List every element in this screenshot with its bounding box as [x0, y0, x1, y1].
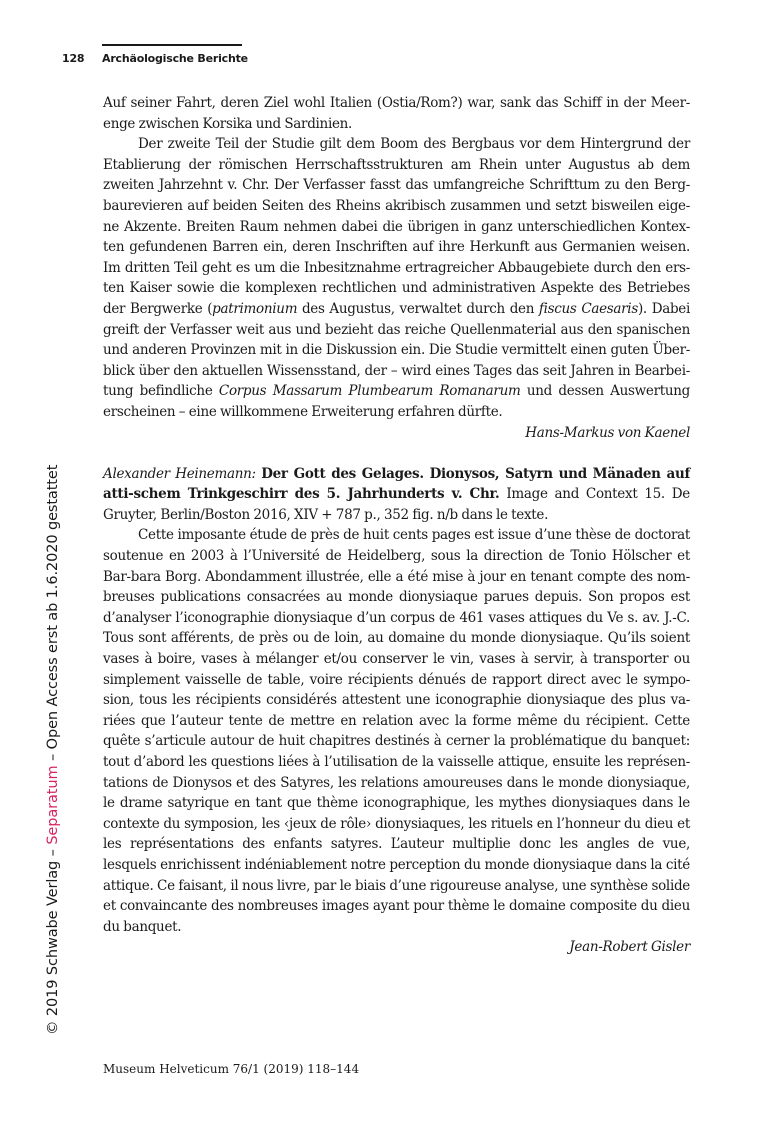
footer-citation: Museum Helveticum 76/1 (2019) 118–144 — [103, 1062, 360, 1076]
running-head — [62, 52, 248, 65]
review1-text-c: ). Dabei greift der Verfasser weit aus und bezieht das reiche Quellenmaterial aus den spanischen und anderen Provinzen mit in die Diskussion ein. Die Studie vermittelt einen guten Über-blick über den aktuellen Wissensstand, der – wird eines Tages das seit Jahren in Bearbei-tung befindliche — [103, 300, 691, 400]
section-title: Archäologische Berichte — [102, 52, 248, 65]
section-gap — [103, 443, 690, 464]
sidebar-separatum: Separatum — [45, 765, 61, 845]
sidebar-text-before: © 2019 Schwabe Verlag – — [45, 844, 61, 1035]
review1-signature: Hans-Markus von Kaenel — [525, 424, 690, 441]
review2-body: Cette imposante étude de près de huit cents pages est issue d’une thèse de doctorat soutenue en 2003 à l’Université de Heidelberg, sous la direction de Tonio Hölscher et Bar-bara Borg. Abondamment illustrée, elle a été mise à jour en tenant compte des nom-breuses publications consacrées au monde dionysiaque parues depuis. Son propos est d’analyser l’iconographie dionysiaque d’un corpus de 461 vases attiques du Ve s. av. J.-C. Tous sont afférents, de près ou de loin, au domaine du monde dionysiaque. Qu’ils soient vases à boire, vases à mélanger et/ou conserver le vin, vases à servir, à transporter ou simplement vaisselle de table, voire récipients dénués de rapport direct avec le sympo-sion, tous les récipients considérés attestent une iconographie dionysiaque des plus va-riées que l’auteur tente de mettre en relation avec la forme même du récipient. Cette quête s’articule autour de huit chapitres destinés à cerner la problématique du banquet: tout d’abord les questions liées à l’utilisation de la vaisselle attique, ensuite les représen-tations de Dionysos et des Satyres, les relations amoureuses dans le monde dionysiaque, le drame satyrique en tant que thème iconographique, les mythes dionysiaques dans le contexte du symposion, les ‹jeux de rôle› dionysiaques, les rituels en l’honneur du dieu et les représentations des enfants satyres. L’auteur multiplie donc les angles de vue, lesquels enrichissent indéniablement notre perception du monde dionysiaque dans la cité attique. Ce faisant, il nous livre, par le biais d’une rigoureuse analyse, une synthèse solide et convaincante des nombreuses images ayant pour thème le domaine composite du dieu du banquet. — [103, 527, 690, 935]
header-rule — [102, 44, 242, 46]
review1-term-corpus: Corpus Massarum Plumbearum Romanarum — [218, 383, 521, 400]
review2-citation — [103, 464, 690, 526]
review1-text-a: Der zweite Teil der Studie gilt dem Boom des Bergbaus vor dem Hintergrund der Etablierung der römischen Herrschaftsstrukturen am Rhein unter Augustus ab dem zweiten Jahrzehnt v. Chr. Der Verfasser fasst das umfangreiche Schrifttum zu den Berg-baurevieren auf beiden Seiten des Rheins akribisch zusammen und setzt bisweilen eige-ne Akzente. Breiten Raum nehmen dabei die übrigen in ganz unterschiedlichen Kontex-ten gefundenen Barren ein, deren Inschriften auf ihre Herkunft aus Germanien weisen. Im dritten Teil geht es um die Inbesitznahme ertragreicher Abbaugebiete durch den ers-ten Kaiser sowie die komplexen rechtlichen und administrativen Aspekte des Betriebes der Bergwerke ( — [103, 136, 690, 317]
review1-text-b: des Augustus, verwaltet durch den — [297, 300, 539, 317]
review2-title: Der Gott des Gelages. Dionysos, Satyrn und Mänaden auf atti-schem Trinkgeschirr des 5. Jahrhunderts v. Chr. — [103, 465, 690, 503]
review1-paragraph-1: Auf seiner Fahrt, deren Ziel wohl Italien (Ostia/Rom?) war, sank das Schiff in der Meer-enge zwischen Korsika und Sardinien. — [103, 95, 690, 132]
review2-publication: Image and Context 15. De Gruyter, Berlin/Boston 2016, XIV + 787 p., 352 fig. n/b dans le texte. — [103, 486, 690, 523]
sidebar-text-after: – Open Access erst ab 1.6.2020 gestattet — [45, 464, 61, 766]
review1-term-patrimonium: patrimonium — [212, 300, 298, 317]
copyright-sidebar — [46, 465, 61, 1035]
review1-text-d: und dessen Auswertung erscheinen – eine willkommene Erweiterung erfahren dürfte. — [103, 383, 690, 420]
article-body — [103, 93, 690, 958]
review1-paragraph-2 — [103, 134, 690, 422]
review1-term-fiscus: fiscus Caesaris — [538, 300, 638, 317]
review2-author: Alexander Heinemann: — [103, 465, 256, 482]
review2-signature: Jean-Robert Gisler — [569, 939, 690, 956]
page-number: 128 — [62, 52, 85, 65]
